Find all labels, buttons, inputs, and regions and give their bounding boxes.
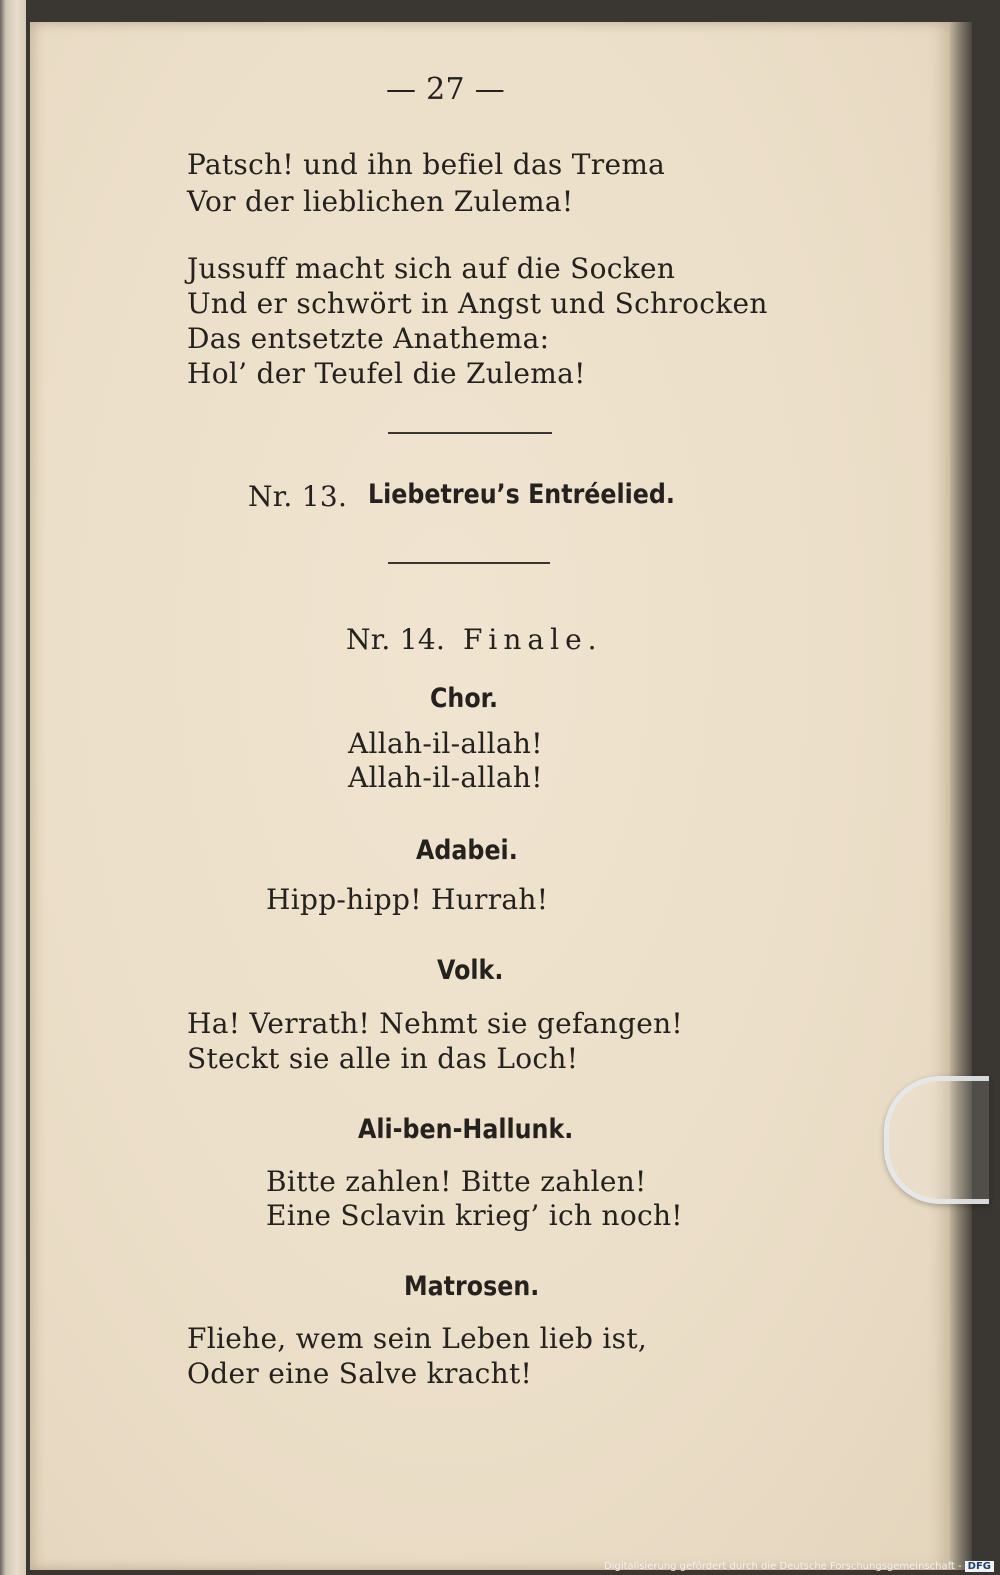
divider-rule (388, 562, 550, 564)
speaker-volk: Volk. (437, 955, 504, 986)
footer-text: Digitalisierung gefördert durch die Deutsche Forschungsgemeinschaft - (604, 1561, 962, 1572)
stanza2-line1: Jussuff macht sich auf die Socken (187, 252, 676, 285)
previous-page-edge (0, 0, 26, 1575)
nr14-number: Nr. 14. (346, 623, 446, 656)
digitization-footer (604, 1561, 994, 1572)
stanza1-line1: Patsch! und ihn befiel das Trema (187, 148, 666, 181)
stanza2-line2: Und er schwört in Angst und Schrocken (187, 287, 768, 320)
nr14-title: Finale. (463, 623, 603, 656)
speaker-matrosen: Matrosen. (404, 1271, 540, 1302)
stanza1-line2: Vor der lieblichen Zulema! (187, 185, 574, 218)
volk-line1: Ha! Verrath! Nehmt sie gefangen! (187, 1007, 683, 1040)
nr13-title: Liebetreu’s Entréelied. (368, 479, 675, 510)
stanza2-line3: Das entsetzte Anathema: (187, 322, 550, 355)
nr13-number: Nr. 13. (248, 480, 348, 513)
chor-line2: Allah-il-allah! (348, 761, 543, 794)
speaker-adabei: Adabei. (416, 835, 518, 866)
chor-line1: Allah-il-allah! (348, 727, 543, 760)
ali-line1: Bitte zahlen! Bitte zahlen! (266, 1165, 647, 1198)
volk-line2: Steckt sie alle in das Loch! (187, 1042, 579, 1075)
book-spine (950, 22, 972, 1570)
stanza2-line4: Hol’ der Teufel die Zulema! (187, 357, 586, 390)
speaker-ali-ben-hallunk: Ali-ben-Hallunk. (358, 1114, 574, 1145)
ali-line2: Eine Sclavin krieg’ ich noch! (266, 1199, 683, 1232)
page-clip (884, 1076, 989, 1204)
dfg-logo: DFG (965, 1561, 994, 1572)
matrosen-line1: Fliehe, wem sein Leben lieb ist, (187, 1322, 648, 1355)
page-number: — 27 — (386, 72, 506, 107)
matrosen-line2: Oder eine Salve kracht! (187, 1357, 533, 1390)
speaker-chor: Chor. (430, 683, 499, 714)
divider-rule (388, 432, 552, 434)
adabei-line1: Hipp-hipp! Hurrah! (266, 883, 549, 916)
